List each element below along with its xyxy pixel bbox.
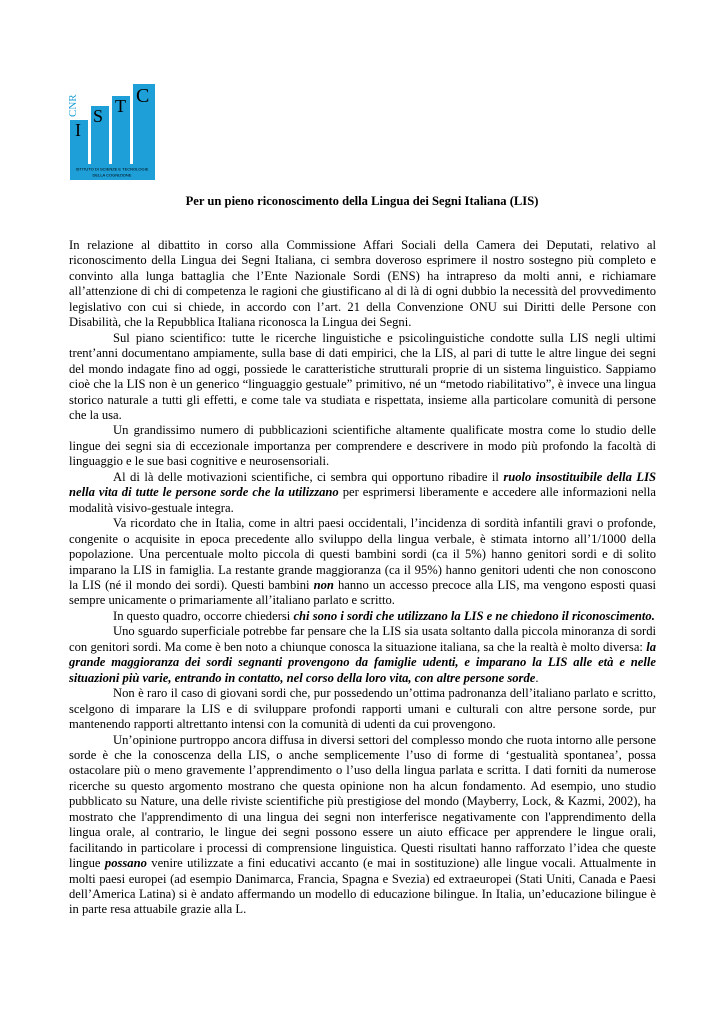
document-body <box>69 238 656 918</box>
paragraph-text: In questo quadro, occorre chiedersi <box>113 608 294 623</box>
emphasis-text: la grande maggioranza dei sordi segnanti provengono da famiglie udenti, e imparano la LIS alle età e nelle situazioni più varie, entrando in contatto, nel corso della loro vita, con altre persone sorde <box>69 639 656 685</box>
emphasis-text: possano <box>104 856 147 871</box>
emphasis-text: chi sono i sordi che utilizzano la LIS e ne chiedono il riconoscimento. <box>293 608 655 623</box>
logo-letter-t: T <box>115 96 126 116</box>
paragraph-text: Un grandissimo numero di pubblicazioni scientifiche altamente qualificate mostra come lo studio delle lingue dei segni sia di eccezionale importanza per comprendere e descrivere in modo più profondo la facoltà di linguaggio e le sue basi cognitive e neurosensoriali. <box>69 423 656 469</box>
paragraph-text: . <box>535 670 539 685</box>
paragraph-4 <box>69 470 656 516</box>
document-title: Per un pieno riconoscimento della Lingua dei Segni Italiana (LIS) <box>185 194 539 208</box>
paragraph-text: Sul piano scientifico: tutte le ricerche linguistiche e psicolinguistiche condotte sulla LIS negli ultimi trent’anni documentano ampiamente, sulla base di dati empirici, che la LIS, al pari di tutte le altre lingue dei segni del mondo indagate fino ad oggi, possiede le caratteristiche strutturali proprie di un sistema linguistico. Sappiamo cioè che la LIS non è un generico “linguaggio gestuale” primitivo, né un “metodo riabilitativo”, è invece una lingua storico naturale a tutti gli effetti, e come tale va studiata e rispettata, insieme alla particolare comunità di persone che la usa. <box>69 330 656 422</box>
paragraph-text: per esprimersi liberamente e accedere alle informazioni nella modalità visivo-gestuale integra. <box>69 485 657 515</box>
paragraph-text: Uno sguardo superficiale potrebbe far pensare che la LIS sia usata soltanto dalla piccola minoranza di sordi con genitori sordi. Ma come è ben noto a chiunque conosca la situazione italiana, sa che la realtà è molto diversa: <box>69 624 656 654</box>
emphasis-text: non <box>313 577 334 592</box>
logo-letter-c: C <box>136 85 150 107</box>
paragraph-text: hanno un accesso precoce alla LIS, ma vengono esposti quasi sempre unicamente o primariamente all’italiano parlato e scritto. <box>69 577 657 608</box>
logo-caption-line-1: ISTITUTO DI SCIENZE E TECNOLOGIE <box>75 166 149 172</box>
istc-cnr-logo <box>66 82 162 182</box>
paragraph-5 <box>69 516 656 609</box>
paragraph-text: Un’opinione purtroppo ancora diffusa in diversi settori del complesso mondo che ruota intorno alle persone sorde è che la conoscenza della LIS, o anche semplicemente l’uso di forme di ‘gestualità spontanea’, possa ostacolare più o meno gravemente l’apprendimento o l’uso della lingua parlata e scritta. I dati forniti da numerose ricerche su questo argomento mostrano che questa opinione non ha alcun fondamento. Ad esempio, uno studio pubblicato su Nature, una delle riviste scientifiche più prestigiose del mondo (Mayberry, Lock, & Kazmi, 2002), ha mostrato che l'apprendimento di una lingua dei segni non interferisce negativamente con l'apprendimento della lingua orale, al contrario, le lingue dei segni possono essere un aiuto efficace per apprendere le lingue orali, facilitando in particolare i processi di comprensione linguistica. Questi risultati hanno rafforzato l’idea che queste lingue <box>69 732 656 871</box>
paragraph-8 <box>69 686 656 732</box>
paragraph-3 <box>69 423 656 469</box>
paragraph-text: Non è raro il caso di giovani sordi che, pur possedendo un’ottima padronanza dell’italiano parlato e scritto, scelgono di imparare la LIS e di sviluppare profondi rapporti umani e culturali con altre persone sorde, pur mantenendo rapporti altrettanto intensi con la comunità di udenti da cui provengono. <box>69 686 656 732</box>
paragraph-text: venire utilizzate a fini educativi accanto (e mai in sostituzione) alle lingue vocali. Attualmente in molti paesi europei (ad esempio Danimarca, Francia, Spagna e Svezia) ed extraeuropei (Stati Uniti, Canada e Paesi dell’America Latina) si è andato affermando un modello di educazione bilingue. In Italia, un’educazione bilingue è in parte resa attuabile grazie alla L. <box>69 856 656 917</box>
logo-org-text: CNR <box>67 94 79 117</box>
paragraph-2 <box>69 331 656 424</box>
paragraph-text: Al di là delle motivazioni scientifiche, ci sembra qui opportuno ribadire il <box>113 469 504 484</box>
paragraph-1 <box>69 238 656 331</box>
paragraph-text: Va ricordato che in Italia, come in altri paesi occidentali, l’incidenza di sordità infantili gravi o profonde, congenite o acquisite in epoca precedente allo sviluppo della lingua verbale, è stimata intorno all’1/1000 della popolazione. Una percentuale molto piccola di questi bambini sordi (ca il 5%) hanno genitori sordi e di solito imparano la LIS in famiglia. La restante grande maggioranza (ca il 95%) hanno genitori udenti che non conoscono la LIS (né il mondo dei sordi). Questi bambini <box>69 516 656 592</box>
paragraph-9 <box>69 733 656 918</box>
paragraph-7 <box>69 624 656 686</box>
logo-letter-i: I <box>75 120 81 140</box>
logo-caption-line-2: DELLA COGNIZIONE <box>92 172 132 178</box>
logo-letter-s: S <box>93 106 104 126</box>
paragraph-6 <box>69 609 656 624</box>
paragraph-text: In relazione al dibattito in corso alla Commissione Affari Sociali della Camera dei Deputati, relativo al riconoscimento della Lingua dei Segni Italiana, ci sembra doveroso esprimere il nostro sostegno più completo e convinto alla lunga battaglia che l’Ente Nazionale Sordi (ENS) ha intrapreso da molti anni, e richiamare all’attenzione di chi di competenza le ragioni che giustificano al di là di ogni dubbio la necessità del provvedimento legislativo con cui si chiede, in accordo con l’art. 21 della Convenzione ONU sui Diritti delle Persone con Disabilità, che la Repubblica Italiana riconosca la Lingua dei Segni. <box>69 238 656 330</box>
emphasis-text: ruolo insostituibile della LIS nella vita di tutte le persone sorde che la utilizzano <box>69 469 656 500</box>
